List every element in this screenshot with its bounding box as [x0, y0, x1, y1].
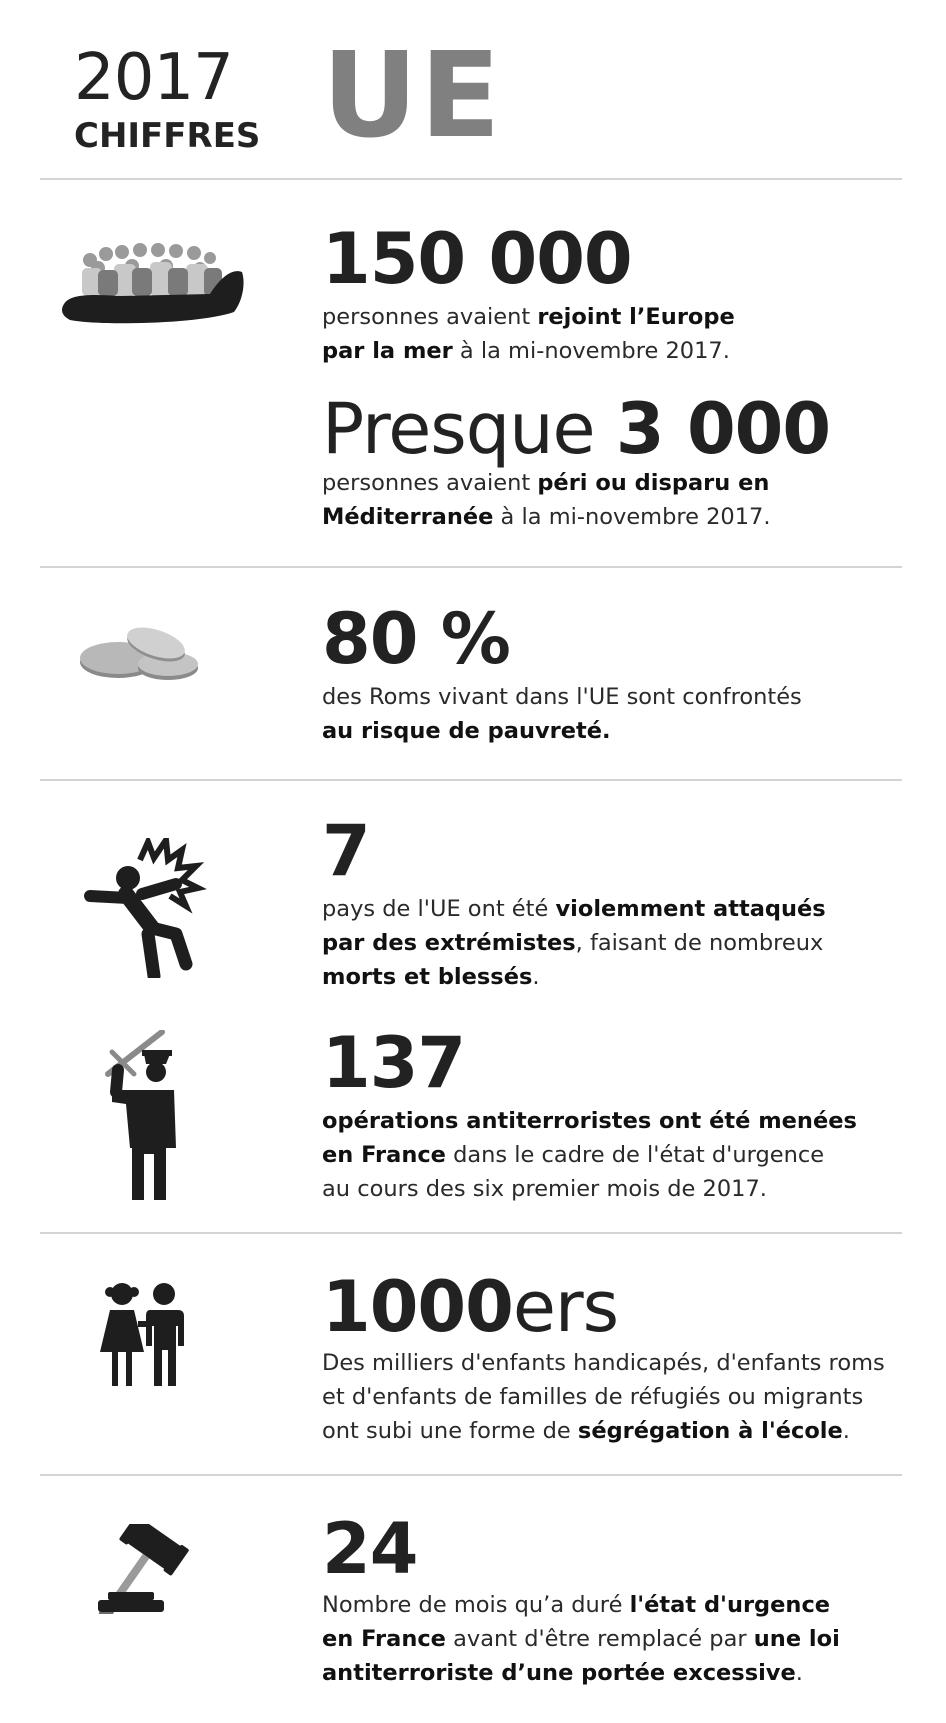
- divider: [40, 178, 902, 180]
- text-bold: en France: [322, 1142, 446, 1168]
- header-region: UE: [322, 26, 503, 164]
- divider: [40, 566, 902, 568]
- text: ont subi une forme de: [322, 1418, 578, 1444]
- text: à la mi-novembre 2017.: [493, 504, 771, 530]
- stat-number-line: [322, 390, 830, 468]
- stat-description-bold: au risque de pauvreté.: [322, 718, 611, 744]
- text-bold: morts et blessés: [322, 964, 533, 990]
- gavel-icon: [94, 1524, 234, 1614]
- text-bold: l'état d'urgence: [629, 1592, 831, 1618]
- children-icon: [98, 1280, 190, 1390]
- text: à la mi-novembre 2017.: [452, 338, 730, 364]
- stat-description: et d'enfants de familles de réfugiés ou migrants: [322, 1384, 864, 1410]
- stat-number-line: [322, 1268, 618, 1346]
- stat-number: 3 000: [615, 388, 831, 470]
- text: , faisant de nombreux: [575, 930, 824, 956]
- header-subtitle: CHIFFRES: [74, 116, 261, 156]
- text: dans le cadre de l'état d'urgence: [445, 1142, 825, 1168]
- stat-number: 1000: [322, 1266, 513, 1348]
- explosion-victim-icon: [82, 838, 216, 978]
- stat-description: [322, 300, 735, 334]
- stat-number: 150 000: [322, 218, 632, 300]
- stat-description: [322, 1138, 824, 1172]
- stat-description: au cours des six premier mois de 2017.: [322, 1176, 767, 1202]
- stat-description: [322, 466, 769, 500]
- text-bold: antiterroriste d’une portée excessive: [322, 1660, 796, 1686]
- text-bold: en France: [322, 1626, 446, 1652]
- text: .: [842, 1418, 850, 1444]
- stat-description: [322, 1588, 830, 1622]
- stat-description: [322, 926, 823, 960]
- text: Nombre de mois qu’a duré: [322, 1592, 630, 1618]
- stat-prefix: Presque: [322, 388, 616, 470]
- text: avant d'être remplacé par: [445, 1626, 754, 1652]
- stat-description: [322, 960, 540, 994]
- police-officer-icon: [104, 1030, 184, 1202]
- stat-description: [322, 500, 771, 534]
- stat-description: des Roms vivant dans l'UE sont confrontés: [322, 684, 802, 710]
- stat-description: [322, 1414, 850, 1448]
- stat-description: [322, 1656, 803, 1690]
- text: pays de l'UE ont été: [322, 896, 556, 922]
- text: .: [795, 1660, 803, 1686]
- stat-suffix: ers: [512, 1266, 619, 1348]
- text-bold: Méditerranée: [322, 504, 494, 530]
- coins-icon: [76, 622, 200, 688]
- divider: [40, 1232, 902, 1234]
- stat-description: [322, 334, 730, 368]
- text: personnes avaient: [322, 304, 538, 330]
- stat-description: [322, 892, 826, 926]
- stat-number: 80 %: [322, 598, 510, 680]
- stat-description: Des milliers d'enfants handicapés, d'enfants roms: [322, 1350, 885, 1376]
- stat-number: 137: [322, 1022, 466, 1104]
- stat-description: [322, 1622, 840, 1656]
- text-bold: ségrégation à l'école: [577, 1418, 843, 1444]
- text-bold: violemment attaqués: [555, 896, 826, 922]
- stat-number: 7: [322, 810, 370, 892]
- text-bold: par des extrémistes: [322, 930, 576, 956]
- divider: [40, 779, 902, 781]
- text: personnes avaient: [322, 470, 538, 496]
- text-bold: une loi: [753, 1626, 840, 1652]
- header-year: 2017: [74, 41, 233, 115]
- stat-description-bold: opérations antiterroristes ont été menées: [322, 1108, 857, 1134]
- text-bold: par la mer: [322, 338, 453, 364]
- stat-number: 24: [322, 1508, 418, 1590]
- crowded-boat-icon: [60, 238, 246, 326]
- text-bold: péri ou disparu en: [537, 470, 770, 496]
- text: .: [532, 964, 540, 990]
- text-bold: rejoint l’Europe: [537, 304, 735, 330]
- divider: [40, 1474, 902, 1476]
